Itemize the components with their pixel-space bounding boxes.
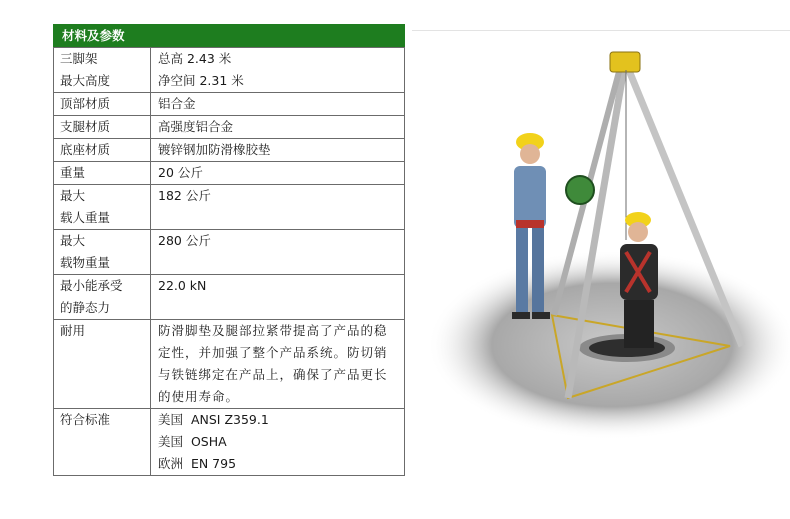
spec-table-grid [53,47,405,476]
row-value [151,230,405,275]
row-label [54,185,151,230]
row-label [54,93,151,116]
standard-line: 美国 OSHA [158,434,227,449]
tripod-product-photo [412,30,790,445]
row-label [54,230,151,275]
label-line: 支腿材质 [60,119,111,134]
label-line: 三脚架 [60,51,98,66]
label-line: 顶部材质 [60,96,111,111]
value-line: 280 公斤 [158,233,211,248]
table-row [54,162,405,185]
durability-text: 防滑脚垫及腿部拉紧带提高了产品的稳定性，并加强了整个产品系统。防切销与铁链绑定在产品上，确保了产品更长的使用寿命。 [158,323,388,404]
row-label [54,48,151,93]
row-value [151,139,405,162]
spec-table-header: 材料及参数 [53,24,405,47]
table-row [54,48,405,93]
standard-line: 美国 ANSI Z359.1 [158,412,269,427]
label-line: 载人重量 [60,210,111,225]
table-row [54,139,405,162]
row-value [151,116,405,139]
value-line: 总高 2.43 米 [158,51,232,66]
value-line: 净空间 2.31 米 [158,73,244,88]
table-row [54,185,405,230]
table-row [54,116,405,139]
label-line: 重量 [60,165,86,180]
row-value [151,320,405,409]
standard-line: 欧洲 EN 795 [158,456,237,471]
row-value [151,48,405,93]
table-row [54,93,405,116]
label-line: 符合标准 [60,412,111,427]
label-line: 的静态力 [60,300,111,315]
value-line: 铝合金 [158,96,196,111]
table-row [54,320,405,409]
label-line: 最大 [60,188,86,203]
value-line: 镀锌钢加防滑橡胶垫 [158,142,271,157]
label-line: 耐用 [60,323,86,338]
row-label [54,116,151,139]
label-line: 载物重量 [60,255,111,270]
label-line: 最小能承受 [60,278,123,293]
label-line: 最大 [60,233,86,248]
row-label [54,139,151,162]
row-label [54,409,151,476]
row-label [54,320,151,409]
row-value [151,93,405,116]
row-value [151,185,405,230]
label-line: 最大高度 [60,73,111,88]
row-label [54,275,151,320]
value-line: 高强度铝合金 [158,119,234,134]
row-value [151,275,405,320]
value-line: 20 公斤 [158,165,203,180]
spec-table [53,24,405,476]
table-row [54,275,405,320]
table-row [54,230,405,275]
tripod-head [610,52,640,72]
label-line: 底座材质 [60,142,111,157]
winch [566,176,594,204]
value-line: 182 公斤 [158,188,211,203]
row-value [151,162,405,185]
row-value [151,409,405,476]
row-label [54,162,151,185]
table-row [54,409,405,476]
value-line: 22.0 kN [158,278,207,293]
